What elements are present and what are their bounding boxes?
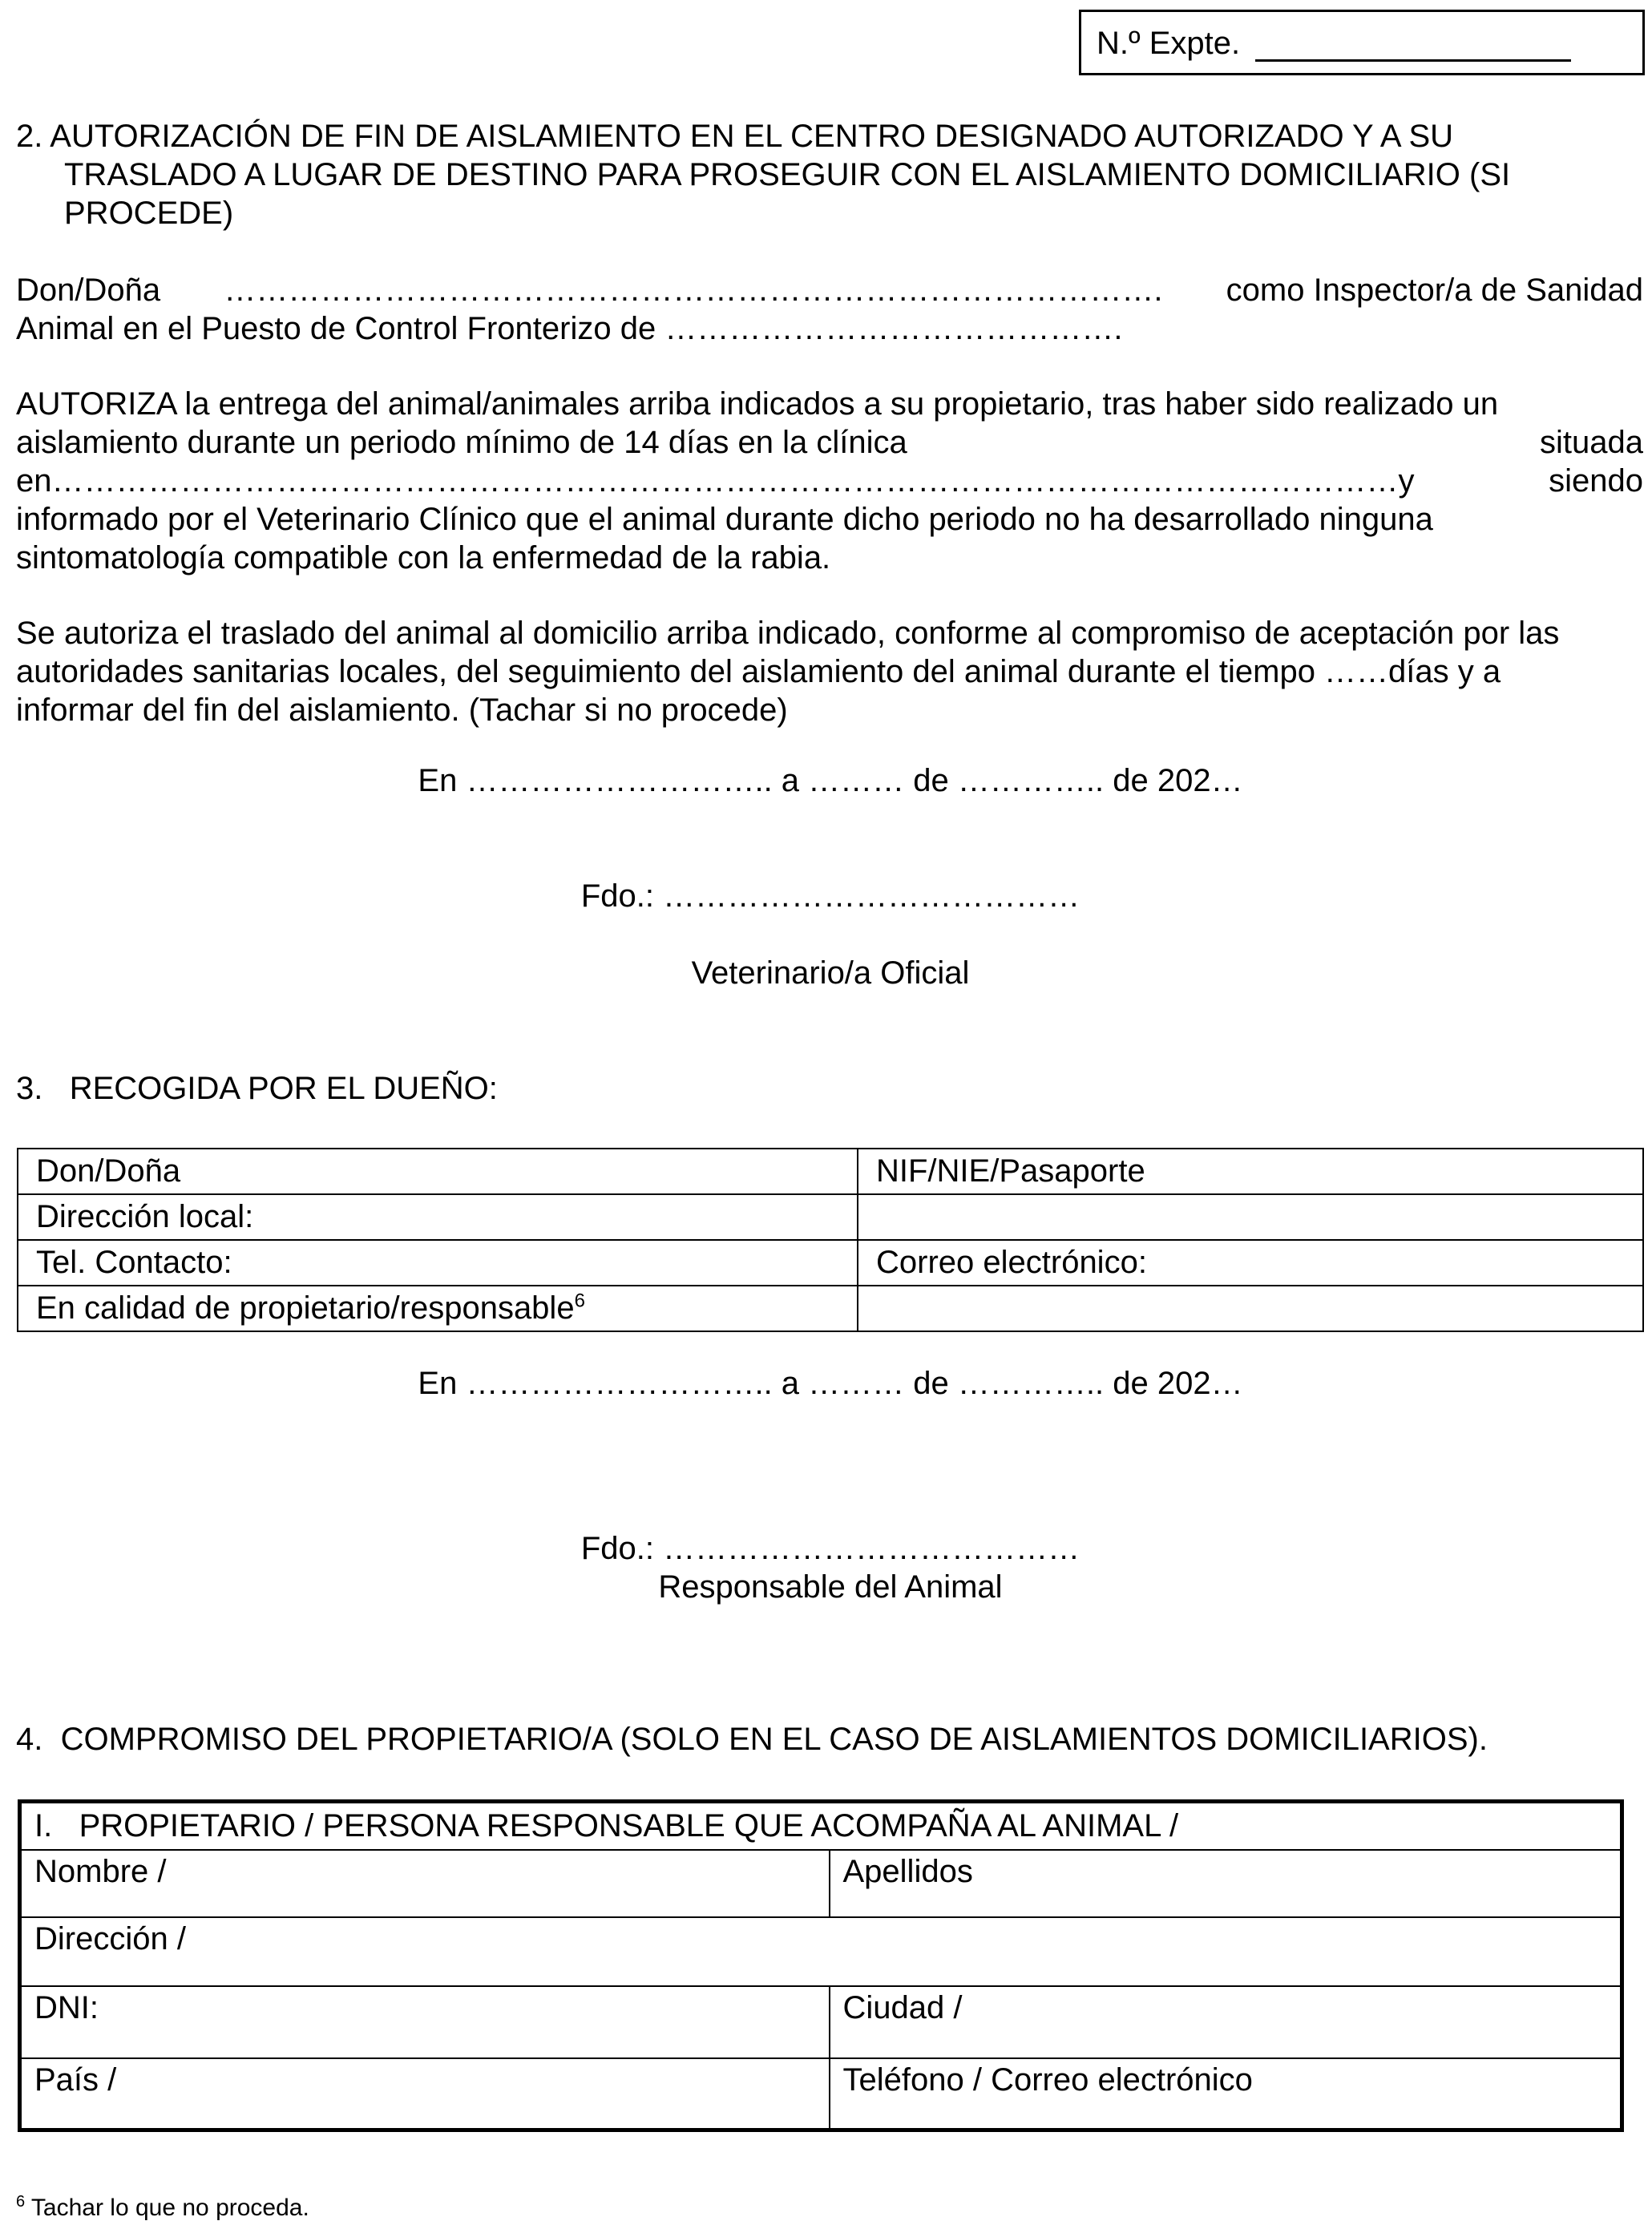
table-row: [18, 1286, 1643, 1331]
dni-cell[interactable]: DNI:: [20, 1986, 830, 2058]
footnote-number: 6: [16, 2193, 26, 2211]
heading-line1-text: 2. AUTORIZACIÓN DE FIN DE AISLAMIENTO EN EL CENTRO DESIGNADO AUTORIZADO Y A SU: [16, 119, 1454, 154]
autoriza-text3b: siendo: [1549, 463, 1643, 499]
autoriza-text4: informado por el Veterinario Clínico que el animal durante dicho periodo no ha desarrollado ninguna: [16, 502, 1433, 537]
empty-cell[interactable]: [858, 1286, 1643, 1331]
section3-heading: 3. RECOGIDA POR EL DUEÑO:: [16, 1071, 498, 1106]
footnote: [16, 2195, 309, 2222]
correo-electronico-cell[interactable]: Correo electrónico:: [858, 1240, 1643, 1286]
autoriza-line5: sintomatología compatible con la enfermedad de la rabia.: [16, 540, 831, 575]
section4-heading: 4. COMPROMISO DEL PROPIETARIO/A (SOLO EN EL CASO DE AISLAMIENTOS DOMICILIARIOS).: [16, 1722, 1488, 1757]
owner-table-title: I. PROPIETARIO / PERSONA RESPONSABLE QUE ACOMPAÑA AL ANIMAL /: [20, 1802, 1622, 1850]
ciudad-cell[interactable]: Ciudad /: [830, 1986, 1622, 2058]
table-row: [20, 1802, 1622, 1850]
traslado-line2: [16, 652, 1643, 691]
table-row: [18, 1194, 1643, 1240]
footnote-ref: 6: [574, 1290, 585, 1312]
owner-commitment-table: [18, 1799, 1624, 2132]
autoriza-text2b: situada: [1540, 425, 1643, 460]
inspector-line2: Animal en el Puesto de Control Fronterizo de …………………………………….: [16, 311, 1123, 346]
inspector-name-field[interactable]: …………………………………………………………………………….: [224, 273, 1163, 308]
calidad-propietario-cell[interactable]: [18, 1286, 858, 1331]
traslado-text2: autoridades sanitarias locales, del seguimiento del aislamiento del animal durante el tiempo ……días y a: [16, 654, 1501, 689]
inspector-role-text: como Inspector/a de Sanidad: [1226, 273, 1643, 308]
table-row: [20, 1917, 1622, 1986]
nombre-cell[interactable]: Nombre /: [20, 1850, 830, 1917]
nif-nie-pasaporte-cell[interactable]: NIF/NIE/Pasaporte: [858, 1149, 1643, 1194]
section2-heading-line1: [16, 117, 1643, 155]
footnote-text: Tachar lo que no proceda.: [25, 2195, 309, 2221]
autoriza-line3: [16, 462, 1643, 500]
table-row: [18, 1149, 1643, 1194]
don-dona-cell[interactable]: Don/Doña: [18, 1149, 858, 1194]
direccion-cell[interactable]: Dirección /: [20, 1917, 1622, 1986]
traslado-paragraph: [16, 614, 1643, 729]
inspector-paragraph: [16, 271, 1643, 348]
autoriza-text2a: aislamiento durante un periodo mínimo de 14 días en la clínica: [16, 425, 907, 460]
table-row: [20, 1986, 1622, 2058]
section2-signature-role: Veterinario/a Oficial: [691, 955, 970, 991]
inspector-line1: [16, 271, 1643, 309]
calidad-label: En calidad de propietario/responsable: [36, 1290, 575, 1326]
don-label: Don/Doña: [16, 273, 161, 308]
section3-signature-role: Responsable del Animal: [658, 1569, 1003, 1605]
pais-cell[interactable]: País /: [20, 2058, 830, 2130]
owner-pickup-table: [17, 1148, 1644, 1332]
traslado-line3: informar del fin del aislamiento. (Tachar si no procede): [16, 693, 788, 728]
section3-signature-line[interactable]: Fdo.: …………………………………: [580, 1531, 1080, 1566]
direccion-local-cell[interactable]: Dirección local:: [18, 1194, 858, 1240]
clinic-location-field[interactable]: en………………………………………………………………………………………………………………y: [16, 463, 1415, 499]
section3-date-line[interactable]: En ……………………….. a ……… de ………….. de 202…: [418, 1366, 1243, 1401]
expediente-label: N.º Expte.: [1097, 26, 1241, 61]
section2-heading: [16, 117, 1643, 232]
section2-date-line[interactable]: En ……………………….. a ……… de ………….. de 202…: [418, 763, 1243, 798]
traslado-text1: Se autoriza el traslado del animal al domicilio arriba indicado, conforme al compromiso de aceptación por las: [16, 616, 1560, 651]
tel-contacto-cell[interactable]: Tel. Contacto:: [18, 1240, 858, 1286]
autoriza-paragraph: [16, 385, 1643, 577]
table-row: [20, 2058, 1622, 2130]
telefono-correo-cell[interactable]: Teléfono / Correo electrónico: [830, 2058, 1622, 2130]
table-row: [18, 1240, 1643, 1286]
autoriza-text1: AUTORIZA la entrega del animal/animales arriba indicados a su propietario, tras haber sido realizado un: [16, 386, 1499, 422]
section2-heading-line2: TRASLADO A LUGAR DE DESTINO PARA PROSEGUIR CON EL AISLAMIENTO DOMICILIARIO (SI: [64, 157, 1511, 192]
autoriza-line1: [16, 385, 1643, 423]
apellidos-cell[interactable]: Apellidos: [830, 1850, 1622, 1917]
autoriza-line4: [16, 500, 1643, 539]
empty-cell[interactable]: [858, 1194, 1643, 1240]
traslado-line1: [16, 614, 1643, 652]
section2-signature-line[interactable]: Fdo.: …………………………………: [580, 878, 1080, 914]
expediente-number-field[interactable]: [1255, 59, 1571, 62]
autoriza-line2: [16, 423, 1643, 462]
section2-heading-line3: PROCEDE): [64, 196, 234, 231]
table-row: [20, 1850, 1622, 1917]
